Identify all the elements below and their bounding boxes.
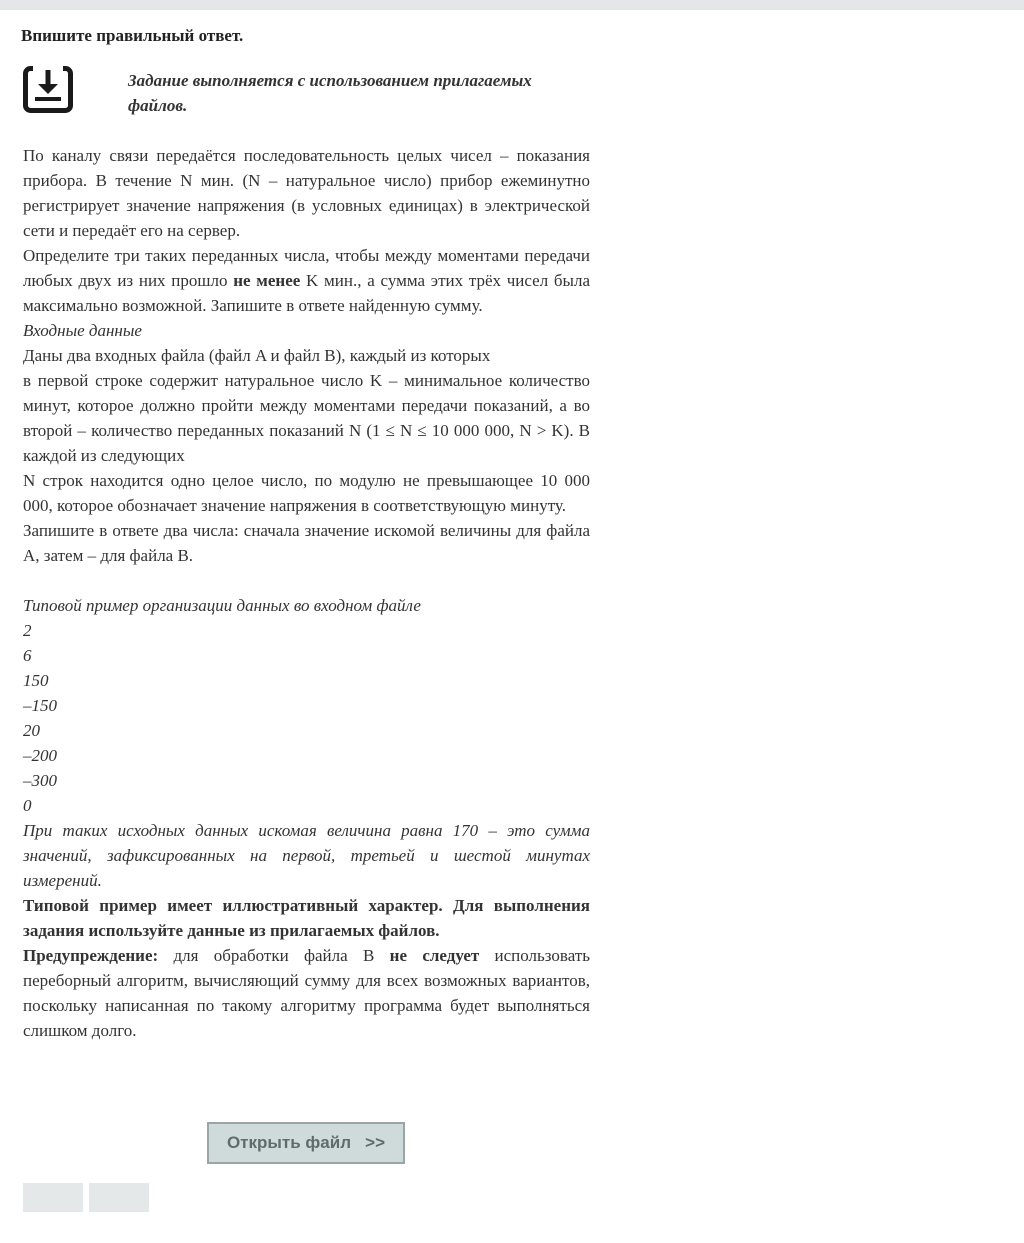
answer-placeholder-2 <box>89 1183 149 1212</box>
instruction-text: Впишите правильный ответ. <box>21 26 244 45</box>
input-heading: Входные данные <box>23 321 142 340</box>
example-value: –200 <box>23 746 57 765</box>
emphasis-should-not: не следует <box>389 946 480 965</box>
emphasis-not-less: не менее <box>233 271 301 290</box>
example-value: 0 <box>23 796 32 815</box>
answer-placeholder-1 <box>23 1183 83 1212</box>
example-value: 6 <box>23 646 32 665</box>
top-bar <box>0 0 1024 10</box>
task-paragraph-3-line1: Даны два входных файла (файл A и файл B), каждый из которых <box>23 346 491 365</box>
task-paragraph-2: Определите три таких переданных числа, чтобы между моментами передачи любых двух из них прошло не менее K мин., а сумма этих трёх чисел была максимально возможной. Запишите в ответе найденную сумму. <box>23 246 591 315</box>
example-value: –150 <box>23 696 57 715</box>
example-value: 2 <box>23 621 32 640</box>
example-value: 150 <box>23 671 49 690</box>
file-note: Задание выполняется с использованием прилагаемых файлов. <box>128 71 532 115</box>
task-paragraph-4: Запишите в ответе два числа: сначала значение искомой величины для файла A, затем – для файла B. <box>23 521 590 565</box>
example-heading: Типовой пример организации данных во входном файле <box>23 596 421 615</box>
open-file-button[interactable] <box>207 1122 405 1164</box>
task-text <box>23 143 590 1043</box>
warning-label: Предупреждение: <box>23 946 159 965</box>
download-icon[interactable] <box>23 66 73 113</box>
example-value: 20 <box>23 721 40 740</box>
example-explanation: При таких исходных данных искомая величина равна 170 – это сумма значений, зафиксированных на первой, третьей и шестой минутах измерений. <box>23 821 590 890</box>
task-paragraph-3a: в первой строке содержит натуральное число K – минимальное количество минут, которое должно пройти между моментами передачи показаний, а во второй – количество переданных показаний N (1 ≤ N ≤ 10 000 000, N > K). В каждой из следующих <box>23 371 590 465</box>
warning-paragraph: Предупреждение: для обработки файла B не следует использовать переборный алгоритм, вычисляющий сумму для всех возможных вариантов, поскольку написанная по такому алгоритму программа будет выполняться слишком долго. <box>23 946 590 1040</box>
task-paragraph-1: По каналу связи передаётся последовательность целых чисел – показания прибора. В течение N мин. (N – натуральное число) прибор ежеминутно регистрирует значение напряжения (в условных единицах) в электрической сети и передаёт его на сервер. <box>23 146 590 240</box>
illustrative-note: Типовой пример имеет иллюстративный характер. Для выполнения задания используйте данные из прилагаемых файлов. <box>23 896 590 940</box>
open-file-button-label: Открыть файл >> <box>226 1133 386 1152</box>
task-paragraph-3b: N строк находится одно целое число, по модулю не превышающее 10 000 000, которое обозначает значение напряжения в соответствующую минуту. <box>23 471 590 515</box>
example-value: –300 <box>23 771 57 790</box>
